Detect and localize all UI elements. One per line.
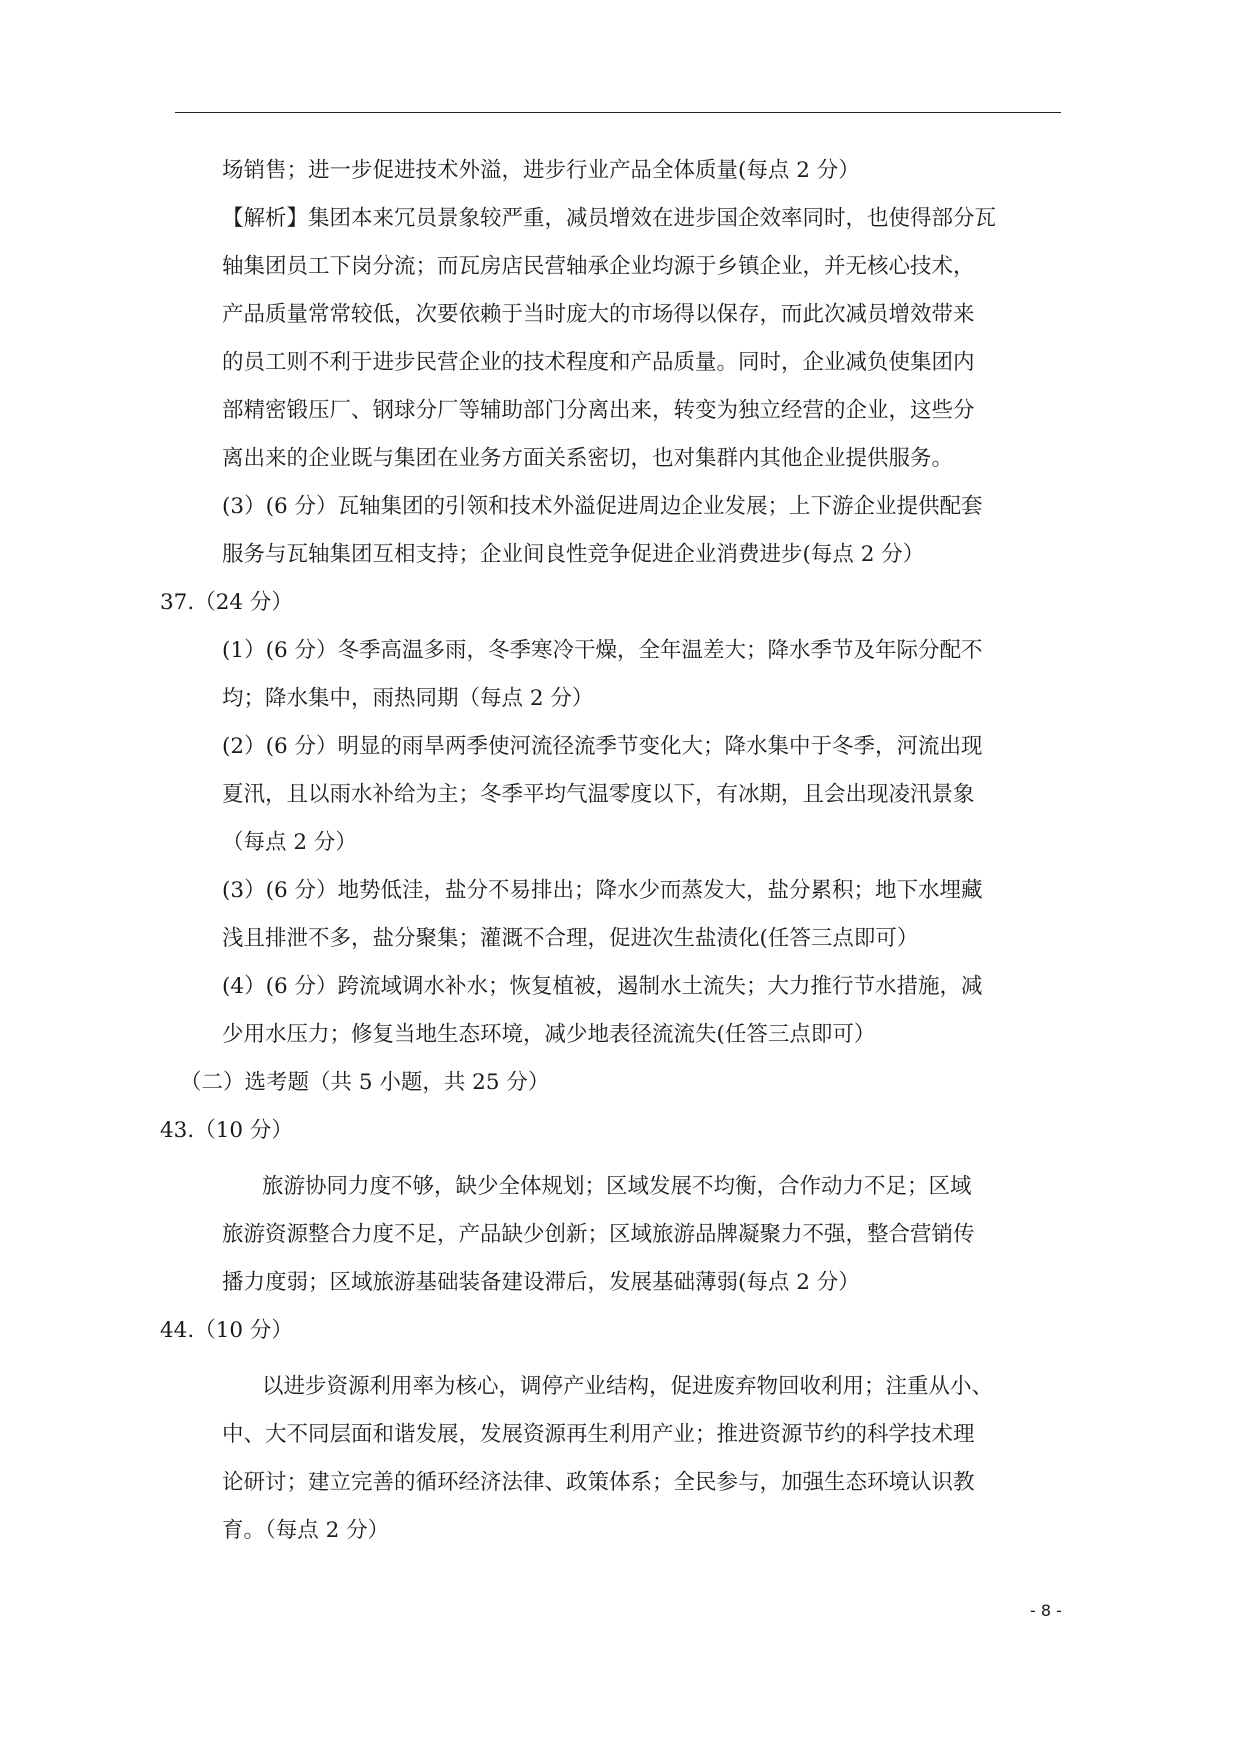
text-line: 离出来的企业既与集团在业务方面关系密切，也对集群内其他企业提供服务。 <box>222 446 954 471</box>
text-line: 场销售；进一步促进技术外溢，进步行业产品全体质量(每点 2 分） <box>222 158 860 183</box>
text-line: 播力度弱；区域旅游基础装备建设滞后，发展基础薄弱(每点 2 分） <box>222 1270 860 1295</box>
text-line: 浅且排泄不多，盐分聚集；灌溉不合理，促进次生盐渍化(任答三点即可） <box>222 926 919 951</box>
text-line: 均；降水集中，雨热同期（每点 2 分） <box>222 686 594 711</box>
section-heading-elective: （二）选考题（共 5 小题，共 25 分） <box>180 1070 550 1095</box>
text-line: 产品质量常常较低，次要依赖于当时庞大的市场得以保存，而此次减员增效带来 <box>222 302 975 327</box>
analysis-line: 【解析】集团本来冗员景象较严重，减员增效在进步国企效率同时，也使得部分瓦 <box>222 206 997 231</box>
text-line: （每点 2 分） <box>222 830 357 855</box>
text-line: 论研讨；建立完善的循环经济法律、政策体系；全民参与，加强生态环境认识教 <box>222 1470 975 1495</box>
text-line: 服务与瓦轴集团互相支持；企业间良性竞争促进企业消费进步(每点 2 分） <box>222 542 925 567</box>
text-line: 以进步资源利用率为核心，调停产业结构，促进废弃物回收利用；注重从小、 <box>262 1374 994 1399</box>
text-line: 部精密锻压厂、钢球分厂等辅助部门分离出来，转变为独立经营的企业，这些分 <box>222 398 975 423</box>
question-heading-43: 43.（10 分） <box>160 1118 293 1143</box>
question-heading-44: 44.（10 分） <box>160 1318 293 1343</box>
text-line: 育。（每点 2 分） <box>222 1518 390 1543</box>
text-line: 夏汛，且以雨水补给为主；冬季平均气温零度以下，有冰期，且会出现凌汛景象 <box>222 782 975 807</box>
page-number: - 8 - <box>1030 1601 1062 1620</box>
answer-item-4: (4）(6 分）跨流域调水补水；恢复植被，遏制水土流失；大力推行节水措施，减 <box>222 974 983 999</box>
text-line: 中、大不同层面和谐发展，发展资源再生利用产业；推进资源节约的科学技术理 <box>222 1422 975 1447</box>
text-line: 轴集团员工下岗分流；而瓦房店民营轴承企业均源于乡镇企业，并无核心技术， <box>222 254 975 279</box>
answer-item-2: (2）(6 分）明显的雨旱两季使河流径流季节变化大；降水集中于冬季，河流出现 <box>222 734 983 759</box>
header-rule <box>175 112 1061 113</box>
answer-item-3: (3）(6 分）地势低洼，盐分不易排出；降水少而蒸发大，盐分累积；地下水埋藏 <box>222 878 983 903</box>
answer-item-3: (3）(6 分）瓦轴集团的引领和技术外溢促进周边企业发展；上下游企业提供配套 <box>222 494 983 519</box>
text-line: 少用水压力；修复当地生态环境，减少地表径流流失(任答三点即可） <box>222 1022 876 1047</box>
text-line: 旅游协同力度不够，缺少全体规划；区域发展不均衡，合作动力不足；区域 <box>262 1174 972 1199</box>
question-heading-37: 37.（24 分） <box>160 590 293 615</box>
text-line: 旅游资源整合力度不足，产品缺少创新；区域旅游品牌凝聚力不强，整合营销传 <box>222 1222 975 1247</box>
text-line: 的员工则不利于进步民营企业的技术程度和产品质量。同时，企业减负使集团内 <box>222 350 975 375</box>
answer-item-1: (1）(6 分）冬季高温多雨，冬季寒冷干燥，全年温差大；降水季节及年际分配不 <box>222 638 983 663</box>
